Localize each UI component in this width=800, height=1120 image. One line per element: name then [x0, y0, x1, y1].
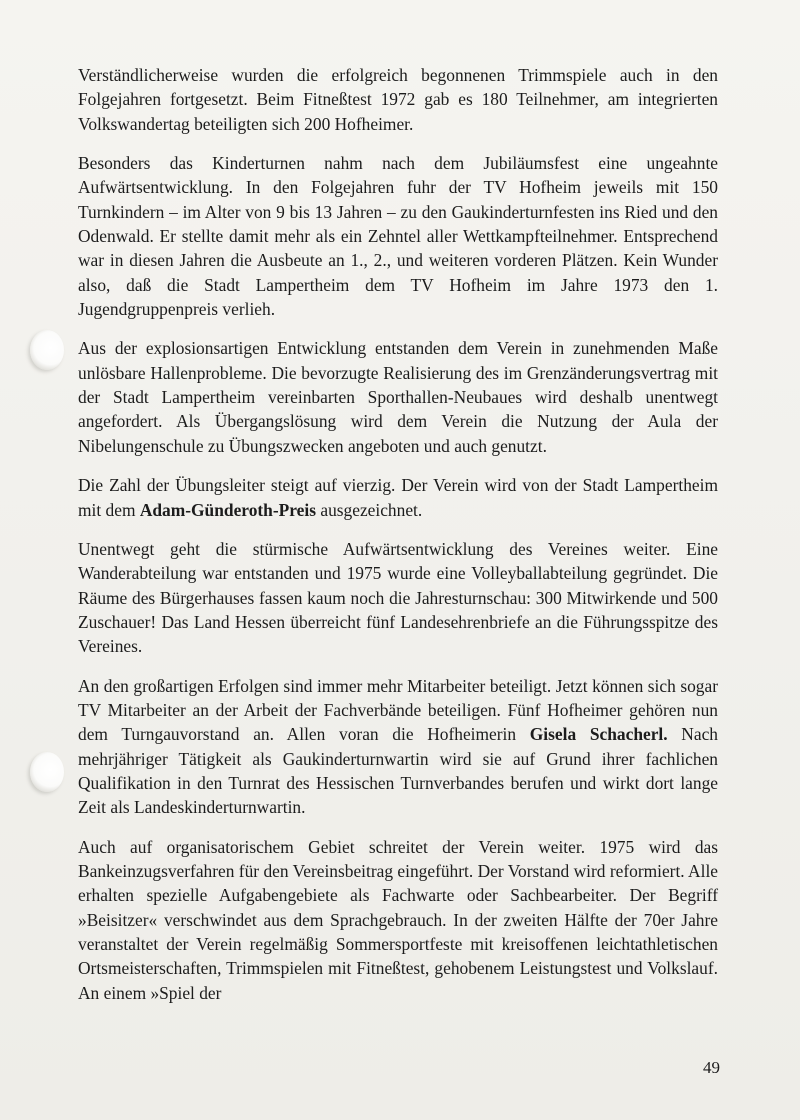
paragraph-mitarbeiter — [78, 674, 718, 820]
text-span: Unentwegt geht die stürmische Aufwärtsentwicklung des Vereines weiter. Eine Wanderabteilung war entstanden und 1975 wurde eine Volleyballabteilung gegründet. Die Räume des Bürgerhauses fassen kaum noch die Jahresturnschau: 300 Mitwirkende und 500 Zuschauer! Das Land Hessen überreicht fünf Landesehrenbriefe an die Führungsspitze des Vereines. — [78, 538, 718, 657]
paragraph-trimmspiele — [78, 63, 718, 136]
text-span: Auch auf organisatorischem Gebiet schreitet der Verein weiter. 1975 wird das Bankeinzugsverfahren für den Vereinsbeitrag eingeführt. Der Vorstand wird reformiert. Alle erhalten spezielle Aufgabengebiete als Fachwarte oder Sachbearbeiter. Der Begriff »Beisitzer« verschwindet aus dem Sprachgebrauch. In der zweiten Hälfte der 70er Jahre veranstaltet der Verein regelmäßig Sommersportfeste mit kreisoffenen leichtathletischen Ortsmeisterschaften, Trimmspielen mit Fitneßtest, gehobenem Leistungstest und Volkslauf. An einem »Spiel der — [78, 836, 718, 1003]
text-span: Nach mehrjähriger Tätigkeit als Gaukinderturnwartin wird sie auf Grund ihrer fachlichen Qualifikation in den Turnrat des Hessischen Turnverbandes berufen und wirkt dort lange Zeit als Landeskinderturnwartin. — [78, 724, 718, 818]
paragraph-uebungsleiter — [78, 473, 718, 522]
punch-hole-top — [30, 330, 64, 370]
paragraph-kinderturnen — [78, 151, 718, 321]
paragraph-aufwaertsentwicklung — [78, 537, 718, 659]
paragraph-organisation — [78, 835, 718, 1005]
award-name: Adam-Günderoth-Preis — [139, 499, 316, 520]
text-span: Aus der explosionsartigen Entwicklung entstanden dem Verein in zunehmenden Maße unlösbare Hallenprobleme. Die bevorzugte Realisierung des im Grenzänderungsvertrag mit der Stadt Lampertheim vereinbarten Sporthallen-Neubaues wird deshalb unentwegt angefordert. Als Übergangslösung wird dem Verein die Nutzung der Aula der Nibelungenschule zu Übungszwecken angeboten und auch genutzt. — [78, 338, 718, 456]
text-span: ausgezeichnet. — [316, 499, 423, 520]
text-span: Die Zahl der Übungsleiter steigt auf vierzig. Der Verein wird von der Stadt Lampertheim mit dem — [78, 475, 718, 520]
text-span: An den großartigen Erfolgen sind immer mehr Mitarbeiter beteiligt. Jetzt können sich sogar TV Mitarbeiter an der Arbeit der Fachverbände beteiligen. Fünf Hofheimer gehören nun dem Turngauvorstand an. Allen voran die Hofheimerin — [78, 675, 718, 745]
paragraph-hallenprobleme — [78, 336, 718, 458]
text-span: Besonders das Kinderturnen nahm nach dem Jubiläumsfest eine ungeahnte Aufwärtsentwicklung. In den Folgejahren fuhr der TV Hofheim jeweils mit 150 Turnkindern – im Alter von 9 bis 13 Jahren – zu den Gaukinderturnfesten ins Ried und den Odenwald. Er stellte damit mehr als ein Zehntel aller Wettkampfteilnehmer. Entsprechend war in diesen Jahren die Ausbeute an 1., 2., und weiteren vorderen Plätzen. Kein Wunder also, daß die Stadt Lampertheim dem TV Hofheim im Jahre 1973 den 1. Jugendgruppenpreis verlieh. — [78, 153, 718, 320]
page-number: 49 — [703, 1058, 720, 1077]
text-span: Verständlicherweise wurden die erfolgreich begonnenen Trimmspiele auch in den Folgejahren fortgesetzt. Beim Fitneßtest 1972 gab es 180 Teilnehmer, am integrierten Volkswandertag beteiligten sich 200 Hofheimer. — [78, 65, 718, 134]
punch-hole-bottom — [30, 752, 64, 792]
body-text — [78, 63, 718, 1005]
person-name: Gisela Schacherl. — [529, 724, 668, 745]
